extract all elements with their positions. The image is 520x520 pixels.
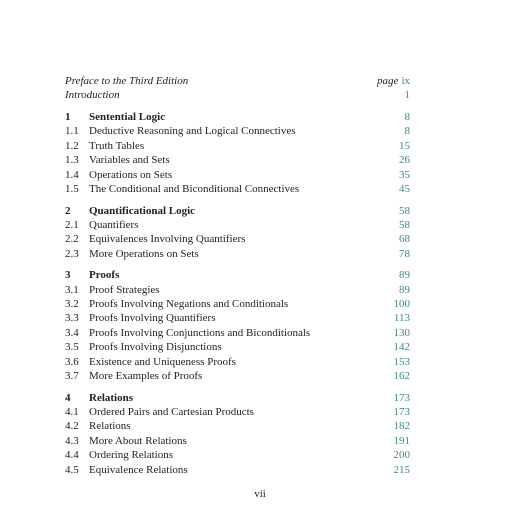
chapter-number: 1 — [65, 110, 71, 123]
chapter-4 — [65, 391, 410, 477]
toc-entry-title: Introduction — [65, 89, 120, 102]
section-page[interactable]: 113 — [393, 312, 410, 325]
toc-entry-page[interactable] — [377, 74, 410, 88]
section-page[interactable]: 45 — [399, 182, 410, 195]
section-number: 3.1 — [65, 283, 79, 296]
toc-entry-title: Preface to the Third Edition — [65, 75, 189, 87]
page-folio: vii — [254, 488, 266, 500]
section-page[interactable]: 26 — [399, 154, 410, 167]
toc-chapter-heading[interactable] — [65, 110, 410, 124]
section-number: 1.4 — [65, 168, 79, 181]
chapter-2 — [65, 204, 410, 262]
section-page[interactable]: 191 — [393, 434, 410, 447]
page-number[interactable]: ix — [401, 75, 410, 87]
toc-entry-introduction[interactable] — [65, 88, 410, 102]
section-page[interactable]: 142 — [393, 341, 410, 354]
section-number: 1.1 — [65, 125, 79, 138]
toc-section-entry[interactable] — [65, 139, 410, 153]
chapter-3 — [65, 268, 410, 383]
section-number: 3.2 — [65, 298, 79, 311]
section-title: The Conditional and Biconditional Connectives — [89, 182, 300, 195]
toc-section-entry[interactable] — [65, 463, 410, 477]
toc-section-entry[interactable] — [65, 326, 410, 340]
chapter-number: 4 — [65, 391, 71, 404]
toc-section-entry[interactable] — [65, 355, 410, 369]
chapter-title: Sentential Logic — [89, 110, 166, 123]
toc-section-entry[interactable] — [65, 405, 410, 419]
section-page[interactable]: 173 — [393, 405, 410, 418]
section-title: Equivalence Relations — [89, 463, 188, 476]
section-number: 1.3 — [65, 154, 79, 167]
chapter-title: Quantificational Logic — [89, 204, 196, 217]
section-title: Truth Tables — [89, 139, 145, 152]
section-page[interactable]: 78 — [399, 247, 410, 260]
section-title: Existence and Uniqueness Proofs — [89, 355, 236, 368]
chapter-page[interactable]: 58 — [399, 204, 410, 217]
section-title: Quantifiers — [89, 218, 139, 231]
toc-section-entry[interactable] — [65, 218, 410, 232]
section-page[interactable]: 89 — [399, 283, 410, 296]
table-of-contents — [65, 74, 410, 477]
section-page[interactable]: 215 — [393, 463, 410, 476]
section-title: Ordered Pairs and Cartesian Products — [89, 405, 254, 418]
toc-section-entry[interactable] — [65, 168, 410, 182]
section-title: Equivalences Involving Quantifiers — [89, 233, 246, 246]
section-number: 4.5 — [65, 463, 79, 476]
section-title: Relations — [89, 420, 131, 433]
toc-section-entry[interactable] — [65, 182, 410, 196]
toc-entry-page[interactable]: 1 — [404, 89, 410, 102]
toc-section-entry[interactable] — [65, 340, 410, 354]
chapter-number: 2 — [65, 204, 71, 217]
section-number: 4.1 — [65, 405, 79, 418]
section-page[interactable]: 162 — [393, 369, 410, 382]
section-number: 4.2 — [65, 420, 79, 433]
section-page[interactable]: 100 — [393, 298, 410, 311]
chapter-page[interactable]: 173 — [393, 391, 410, 404]
toc-section-entry[interactable] — [65, 434, 410, 448]
toc-section-entry[interactable] — [65, 232, 410, 246]
section-title: More Examples of Proofs — [89, 369, 203, 382]
section-title: Proofs Involving Quantifiers — [89, 312, 216, 325]
section-page[interactable]: 200 — [393, 449, 410, 462]
section-page[interactable]: 35 — [399, 168, 410, 181]
section-page[interactable]: 153 — [393, 355, 410, 368]
chapter-page[interactable]: 8 — [404, 110, 410, 123]
section-title: Proofs Involving Negations and Conditionals — [89, 298, 289, 311]
section-title: Variables and Sets — [89, 154, 170, 167]
section-page[interactable]: 15 — [399, 139, 410, 152]
toc-chapter-heading[interactable] — [65, 268, 410, 282]
toc-section-entry[interactable] — [65, 311, 410, 325]
section-page[interactable]: 68 — [399, 233, 410, 246]
page-prefix: page — [377, 75, 399, 87]
section-number: 3.6 — [65, 355, 79, 368]
section-number: 2.2 — [65, 233, 79, 246]
section-page[interactable]: 8 — [404, 125, 410, 138]
section-title: Operations on Sets — [89, 168, 173, 181]
section-number: 1.5 — [65, 182, 79, 195]
section-title: Proof Strategies — [89, 283, 160, 296]
section-title: More Operations on Sets — [89, 247, 199, 260]
section-title: More About Relations — [89, 434, 187, 447]
chapter-title: Relations — [89, 391, 133, 404]
section-number: 3.5 — [65, 341, 79, 354]
chapter-1 — [65, 110, 410, 196]
section-page[interactable]: 182 — [393, 420, 410, 433]
toc-section-entry[interactable] — [65, 297, 410, 311]
section-number: 2.1 — [65, 218, 79, 231]
section-page[interactable]: 58 — [399, 218, 410, 231]
toc-entry-preface[interactable] — [65, 74, 410, 88]
section-title: Deductive Reasoning and Logical Connectives — [89, 125, 296, 138]
section-number: 3.4 — [65, 326, 79, 339]
chapter-title: Proofs — [89, 269, 120, 282]
section-title: Proofs Involving Disjunctions — [89, 341, 222, 354]
section-title: Ordering Relations — [89, 449, 174, 462]
section-number: 3.3 — [65, 312, 79, 325]
toc-section-entry[interactable] — [65, 419, 410, 433]
toc-section-entry[interactable] — [65, 369, 410, 383]
toc-section-entry[interactable] — [65, 448, 410, 462]
section-number: 3.7 — [65, 369, 79, 382]
section-number: 4.3 — [65, 434, 79, 447]
section-title: Proofs Involving Conjunctions and Biconditionals — [89, 326, 311, 339]
toc-chapter-heading[interactable] — [65, 204, 410, 218]
section-number: 4.4 — [65, 449, 79, 462]
toc-chapter-heading[interactable] — [65, 391, 410, 405]
toc-section-entry[interactable] — [65, 124, 410, 138]
toc-section-entry[interactable] — [65, 247, 410, 261]
toc-section-entry[interactable] — [65, 283, 410, 297]
chapter-number: 3 — [65, 269, 71, 282]
section-number: 2.3 — [65, 247, 79, 260]
chapter-page[interactable]: 89 — [399, 269, 410, 282]
toc-section-entry[interactable] — [65, 153, 410, 167]
section-number: 1.2 — [65, 139, 79, 152]
section-page[interactable]: 130 — [393, 326, 410, 339]
